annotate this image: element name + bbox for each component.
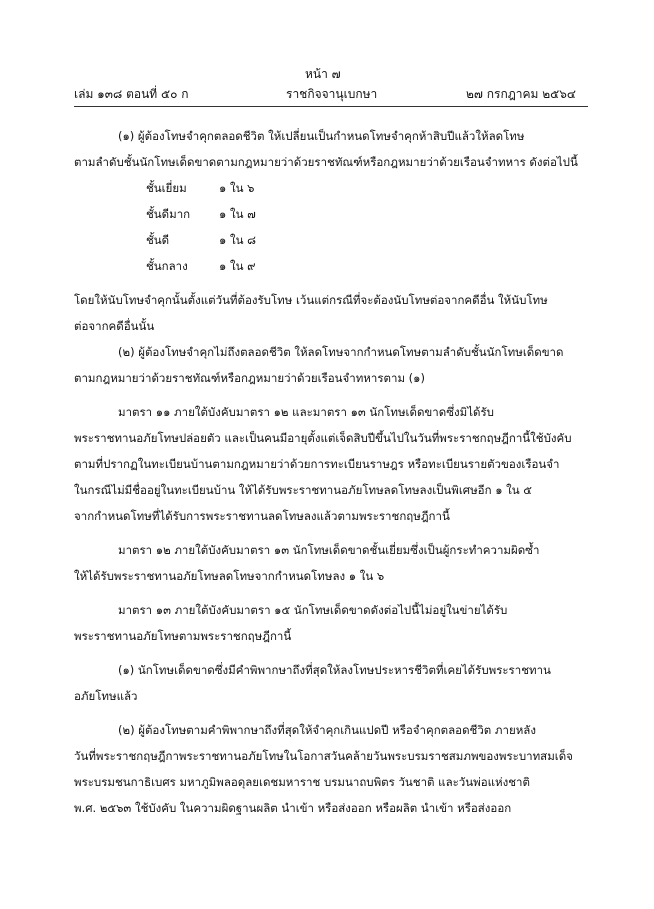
grade-name: ชั้นดี (146, 233, 170, 247)
section-13-item-1-line: (๑) นักโทษเด็ดขาดซึ่งมีคำพิพากษาถึงที่สุดให้ลงโทษประหารชีวิตที่เคยได้รับพระราชทาน (118, 663, 551, 677)
grade-ratio: ๑ ใน ๘ (219, 233, 256, 247)
section-13-item-2-line: (๒) ผู้ต้องโทษตามคำพิพากษาถึงที่สุดให้จำคุกเกินแปดปี หรือจำคุกตลอดชีวิต ภายหลัง (118, 723, 536, 737)
section-13-item-2-line: พระบรมชนกาธิเบศร มหาภูมิพลอดุลยเดชมหาราช บรมนาถบพิตร วันชาติ และวันพ่อแห่งชาติ (74, 775, 530, 789)
section-11-line: มาตรา ๑๑ ภายใต้บังคับมาตรา ๑๒ และมาตรา ๑๓ นักโทษเด็ดขาดซึ่งมิได้รับ (118, 405, 494, 419)
section-13-line: มาตรา ๑๓ ภายใต้บังคับมาตรา ๑๕ นักโทษเด็ดขาดดังต่อไปนี้ไม่อยู่ในข่ายได้รับ (118, 603, 508, 617)
clause-2-line-2: ตามกฎหมายว่าด้วยราชทัณฑ์หรือกฎหมายว่าด้วยเรือนจำทหารตาม (๑) (74, 371, 425, 385)
clause-1-line-2: ตามลำดับชั้นนักโทษเด็ดขาดตามกฎหมายว่าด้วยราชทัณฑ์หรือกฎหมายว่าด้วยเรือนจำทหาร ดังต่อไปนี้ (74, 155, 578, 169)
section-11-line: ในกรณีไม่มีชื่ออยู่ในทะเบียนบ้าน ให้ได้รับพระราชทานอภัยโทษลดโทษลงเป็นพิเศษอีก ๑ ใน ๕ (74, 483, 533, 497)
clause-1-end-line-1: โดยให้นับโทษจำคุกนั้นตั้งแต่วันที่ต้องรับโทษ เว้นแต่กรณีที่จะต้องนับโทษต่อจากคดีอื่น ให้นับโทษ (74, 293, 548, 307)
section-13-item-2-line: วันที่พระราชกฤษฎีกาพระราชทานอภัยโทษในโอกาสวันคล้ายวันพระบรมราชสมภพของพระบาทสมเด็จ (74, 749, 573, 763)
section-12-line: ให้ได้รับพระราชทานอภัยโทษลดโทษจากกำหนดโทษลง ๑ ใน ๖ (74, 569, 385, 583)
grade-name: ชั้นกลาง (146, 259, 188, 273)
section-11-line: ตามที่ปรากฏในทะเบียนบ้านตามกฎหมายว่าด้วยการทะเบียนราษฎร หรือทะเบียนรายตัวของเรือนจำ (74, 457, 560, 471)
page-number: หน้า ๗ (305, 67, 341, 81)
grade-ratio: ๑ ใน ๗ (219, 207, 256, 221)
clause-1-end-line-2: ต่อจากคดีอื่นนั้น (74, 319, 155, 333)
volume-issue: เล่ม ๑๓๘ ตอนที่ ๕๐ ก (74, 87, 189, 101)
publication-date: ๒๗ กรกฎาคม ๒๕๖๔ (466, 87, 576, 101)
section-11-line: จากกำหนดโทษที่ได้รับการพระราชทานลดโทษลงแล้วตามพระราชกฤษฎีกานี้ (74, 509, 450, 523)
section-13-item-1-line: อภัยโทษแล้ว (74, 689, 138, 703)
section-13-line: พระราชทานอภัยโทษตามพระราชกฤษฎีกานี้ (74, 629, 292, 643)
clause-1-line-1: (๑) ผู้ต้องโทษจำคุกตลอดชีวิต ให้เปลี่ยนเป็นกำหนดโทษจำคุกห้าสิบปีแล้วให้ลดโทษ (118, 129, 525, 143)
grade-name: ชั้นเยี่ยม (146, 181, 187, 195)
section-13-item-2-line: พ.ศ. ๒๕๖๓ ใช้บังคับ ในความผิดฐานผลิต นำเข้า หรือส่งออก หรือผลิต นำเข้า หรือส่งออก (74, 801, 512, 815)
section-11-line: พระราชทานอภัยโทษปล่อยตัว และเป็นคนมีอายุตั้งแต่เจ็ดสิบปีขึ้นไปในวันที่พระราชกฤษฎีกานี้ใช้บังคับ (74, 431, 572, 445)
header-rule (74, 106, 588, 107)
grade-ratio: ๑ ใน ๙ (219, 259, 256, 273)
grade-name: ชั้นดีมาก (146, 207, 191, 221)
grade-ratio: ๑ ใน ๖ (219, 181, 255, 195)
clause-2-line-1: (๒) ผู้ต้องโทษจำคุกไม่ถึงตลอดชีวิต ให้ลดโทษจากกำหนดโทษตามลำดับชั้นนักโทษเด็ดขาด (118, 345, 564, 359)
section-12-line: มาตรา ๑๒ ภายใต้บังคับมาตรา ๑๓ นักโทษเด็ดขาดชั้นเยี่ยมซึ่งเป็นผู้กระทำความผิดซ้ำ (118, 543, 540, 557)
gazette-name: ราชกิจจานุเบกษา (286, 87, 378, 101)
